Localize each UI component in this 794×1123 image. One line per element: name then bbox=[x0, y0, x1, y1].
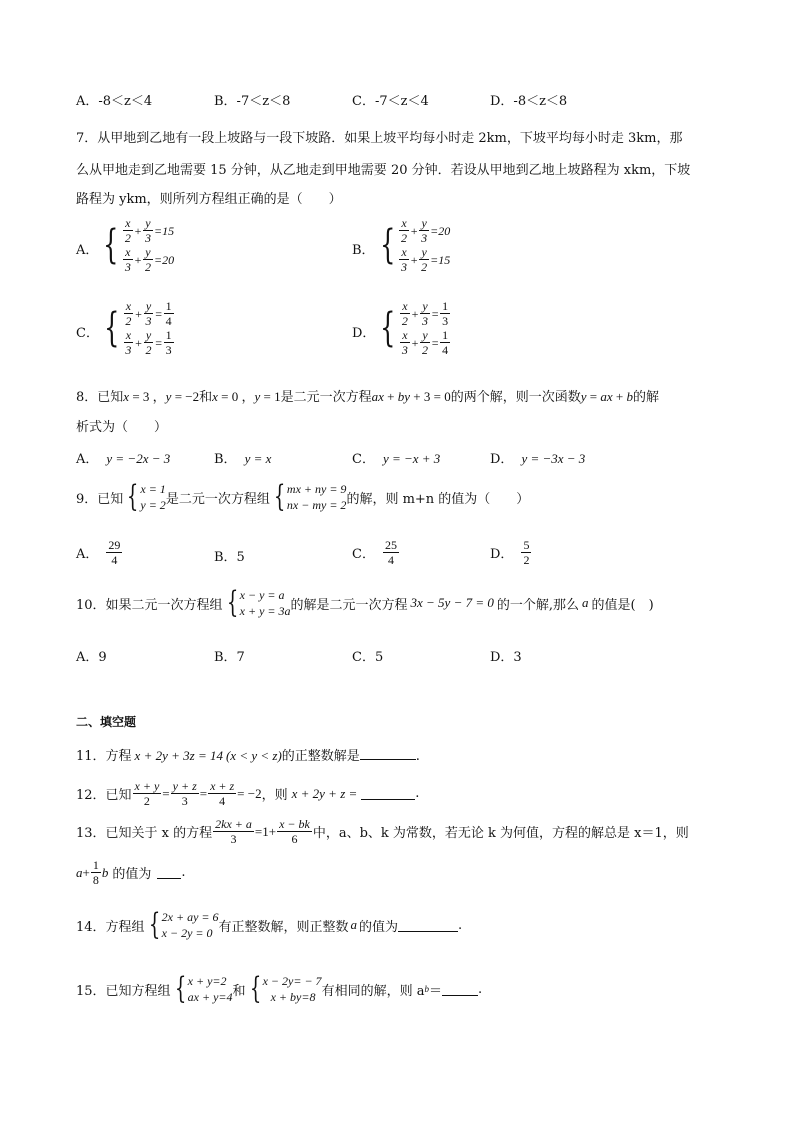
q7-line-1: 7．从甲地到乙地有一段上坡路与一段下坡路．如果上坡平均每小时走 2km，下坡平均每小时走 3km，那 bbox=[76, 131, 683, 146]
q9-mid: 是二元一次方程组 bbox=[165, 491, 270, 507]
brace-icon: { bbox=[380, 305, 396, 351]
q14-eq-2: x − 2y = 0 bbox=[161, 926, 213, 940]
q13-answer-blank[interactable] bbox=[157, 878, 181, 879]
q11-end: . bbox=[415, 749, 420, 764]
q7-option-c bbox=[76, 299, 175, 357]
q15-superscript: b bbox=[424, 984, 429, 994]
q8-option-c-expr: y = −x + 3 bbox=[382, 451, 441, 466]
q9-sol-1: x = 1 bbox=[140, 482, 166, 496]
q10-option-c: C．5 bbox=[352, 650, 384, 665]
q10-line: 10．如果二元一次方程组 { x − y = a x + y = 3a 的解是二元一次方程 3x − 5y − 7 = 0 的一个解,那么 a 的值是( ) bbox=[76, 585, 654, 620]
q11-post: 的正整数解是 bbox=[281, 749, 360, 764]
q15-pre: 15．已知方程组 bbox=[76, 983, 171, 999]
q8-post-1: 是二元一次方程 bbox=[280, 390, 372, 405]
q8-option-a-label: A． bbox=[76, 452, 99, 467]
q10-pre: 10．如果二元一次方程组 bbox=[76, 597, 223, 613]
q14-post: 有正整数解，则正整数 bbox=[218, 919, 349, 935]
q9-a-num: 29 bbox=[108, 538, 121, 552]
brace-icon: { bbox=[127, 479, 139, 514]
q10-post-2: 的一个解,那么 bbox=[496, 597, 580, 613]
q7-c-rhs-1-den: 4 bbox=[165, 314, 172, 328]
q8-option-d-expr: y = −3x − 3 bbox=[521, 451, 586, 466]
q7-b-rhs-2: 15 bbox=[438, 252, 451, 267]
q8-option-b-label: B． bbox=[214, 452, 237, 467]
q7-line-2: 么从甲地走到乙地需要 15 分钟，从乙地走到甲地需要 20 分钟．若设从甲地到乙地上坡路程为 xkm，下坡 bbox=[76, 163, 691, 178]
brace-icon: { bbox=[104, 305, 120, 351]
q14-line: 14．方程组 { 2x + ay = 6 x − 2y = 0 有正整数解，则正整数 a 的值为 . bbox=[76, 907, 463, 942]
q7-option-b-label: B． bbox=[352, 242, 375, 258]
q11-answer-blank[interactable] bbox=[360, 759, 416, 760]
q9-d-den: 2 bbox=[523, 553, 530, 567]
brace-icon: { bbox=[103, 222, 119, 268]
brace-icon: { bbox=[273, 479, 286, 514]
q7-option-d-label: D． bbox=[352, 325, 376, 341]
section-heading: 二、填空题 bbox=[76, 715, 137, 729]
q13-pre: 13．已知关于 x 的方程 bbox=[76, 826, 213, 841]
q9-eq-2: nx − my = 2 bbox=[286, 498, 347, 512]
q9-eq-1: mx + ny = 9 bbox=[286, 482, 347, 496]
q15-post-2: ＝ bbox=[428, 983, 442, 999]
q13-line-1: 13．已知关于 x 的方程 $\frac{2kx + a}{3}$ =1+ $\frac{x - bk}{6}$ 中，a、b、k 为常数，若无论 k 为何值，方程的解总是 x＝1，则 bbox=[76, 817, 689, 846]
q8-option-a-expr: y = −2x − 3 bbox=[106, 451, 171, 466]
q8-line-2: 析式为（ ） bbox=[76, 420, 168, 435]
q8-option-b-expr: y = x bbox=[244, 451, 272, 466]
q10-eq-1: x − y = a bbox=[239, 588, 285, 602]
q7-d-rhs-1-num: 1 bbox=[442, 299, 449, 313]
q9-option-b: B．5 bbox=[214, 550, 245, 565]
q15-mid: 和 bbox=[232, 983, 246, 999]
q7-option-c-system: { $\frac{x}{2}$ + $\frac{y}{3}$ = $\frac{1}{4}$ $\frac{x}{3}$ + $\frac{y}{2}$ = $\frac{1}{3}$ bbox=[104, 299, 172, 357]
q7-option-b bbox=[352, 216, 450, 274]
q7-c-rhs-2-den: 3 bbox=[165, 343, 172, 357]
q11-condition: (x < y < z) bbox=[225, 748, 282, 763]
q12-end: . bbox=[415, 786, 420, 801]
q7-option-a-system: { $\frac{x}{2}$ + $\frac{y}{3}$ = 15 $\frac{x}{3}$ + $\frac{y}{2}$ = 20 bbox=[103, 216, 175, 274]
q6-option-d: D．-8＜z＜8 bbox=[490, 94, 568, 109]
q7-a-rhs-1: 15 bbox=[162, 223, 175, 238]
q8-option-a bbox=[76, 448, 170, 467]
q12-answer-blank[interactable] bbox=[361, 799, 415, 800]
q9-line bbox=[76, 481, 529, 513]
q9-post: 的解，则 m+n 的值为（ ） bbox=[346, 491, 530, 507]
q9-d-num: 5 bbox=[523, 538, 530, 552]
brace-icon: { bbox=[226, 585, 238, 620]
q9-pre: 9．已知 bbox=[76, 491, 124, 507]
q9-option-c-label: C． bbox=[352, 547, 375, 562]
q7-line-3: 路程为 ykm，则所列方程组正确的是（ ） bbox=[76, 192, 342, 207]
q7-d-rhs-1-den: 3 bbox=[442, 314, 449, 328]
q14-pre: 14．方程组 bbox=[76, 919, 145, 935]
q7-d-rhs-2-num: 1 bbox=[442, 328, 449, 342]
q8-option-c-label: C． bbox=[352, 452, 375, 467]
q9-option-d bbox=[490, 538, 532, 567]
q7-option-a-label: A． bbox=[76, 242, 99, 258]
brace-icon: { bbox=[249, 971, 261, 1006]
q12-post: ，则 bbox=[261, 788, 288, 803]
q8-pre: 8．已知 bbox=[76, 390, 124, 405]
q13-line-2-post: 的值为 bbox=[112, 867, 152, 882]
q7-option-b-system: { $\frac{x}{2}$ + $\frac{y}{3}$ = 20 $\frac{x}{3}$ + $\frac{y}{2}$ = 15 bbox=[379, 216, 451, 274]
q11-equation: x + 2y + 3z = 14 bbox=[134, 748, 223, 763]
q8-post-2: 的两个解，则一次函数 bbox=[450, 390, 581, 405]
q8-option-b bbox=[214, 448, 271, 467]
q15-eq-2b: x + by=8 bbox=[270, 990, 316, 1004]
q9-c-den: 4 bbox=[387, 553, 394, 567]
q12-pre: 12．已知 bbox=[76, 788, 132, 803]
brace-icon: { bbox=[148, 907, 160, 942]
q10-eq-2: x + y = 3a bbox=[239, 604, 291, 618]
q8-mid: 和 bbox=[199, 390, 213, 405]
q15-eq-2a: x − 2y= − 7 bbox=[262, 974, 322, 988]
q13-end: . bbox=[181, 865, 186, 880]
q15-line bbox=[76, 973, 482, 1005]
q13-line-2: a + $\frac{1}{8}$ b 的值为 . bbox=[76, 858, 186, 887]
q10-equation: 3x − 5y − 7 = 0 bbox=[410, 595, 494, 610]
q8-line-1: 8．已知x = 3 ，y = −2和x = 0 ，y = 1是二元一次方程ax + by + 3 = 0的两个解，则一次函数y = ax + b的解 bbox=[76, 389, 659, 405]
q8-option-c bbox=[352, 448, 440, 467]
q10-post-3: 的值是( ) bbox=[591, 597, 654, 613]
q15-post: 有相同的解，则 a bbox=[321, 983, 425, 999]
q9-a-den: 4 bbox=[111, 553, 118, 567]
q7-d-rhs-2-den: 4 bbox=[442, 343, 449, 357]
q7-a-rhs-2: 20 bbox=[162, 252, 175, 267]
q15-eq-1a: x + y=2 bbox=[187, 974, 227, 988]
q9-option-c bbox=[352, 538, 400, 567]
q6-option-c: C．-7＜z＜4 bbox=[352, 94, 429, 109]
brace-icon: { bbox=[379, 222, 395, 268]
q9-sol-2: y = 2 bbox=[140, 498, 166, 512]
q7-option-d-system: { $\frac{x}{2}$ + $\frac{y}{3}$ = $\frac{1}{3}$ $\frac{x}{3}$ + $\frac{y}{2}$ = $\frac{1}{4}$ bbox=[380, 299, 449, 357]
brace-icon: { bbox=[174, 971, 186, 1006]
q11-line bbox=[76, 745, 420, 764]
q10-option-b: B．7 bbox=[214, 650, 245, 665]
q9-option-a bbox=[76, 538, 123, 567]
q7-c-rhs-1-num: 1 bbox=[165, 299, 172, 313]
q15-end: . bbox=[477, 981, 483, 997]
q13-post: 中，a、b、k 为常数，若无论 k 为何值，方程的解总是 x＝1，则 bbox=[312, 826, 689, 841]
q10-post-1: 的解是二元一次方程 bbox=[290, 597, 408, 613]
q15-answer-blank[interactable] bbox=[442, 995, 478, 996]
q7-option-a bbox=[76, 216, 174, 274]
q10-option-d: D．3 bbox=[490, 650, 522, 665]
q7-b-rhs-1: 20 bbox=[438, 223, 451, 238]
q14-answer-blank[interactable] bbox=[398, 931, 458, 932]
q12-expression: x + 2y + z = bbox=[291, 785, 358, 801]
q14-eq-1: 2x + ay = 6 bbox=[161, 910, 219, 924]
q11-pre: 11．方程 bbox=[76, 749, 132, 764]
q8-end: 的解 bbox=[632, 390, 659, 405]
q8-option-d bbox=[490, 448, 585, 467]
q7-c-rhs-2-num: 1 bbox=[165, 328, 172, 342]
q8-option-d-label: D． bbox=[490, 452, 514, 467]
q15-eq-1b: ax + y=4 bbox=[187, 990, 233, 1004]
q12-line: 12．已知 $\frac{x + y}{2}$ = $\frac{y + z}{3}$ = $\frac{x + z}{4}$ = −2 ，则 x + 2y + z = . bbox=[76, 779, 420, 808]
q9-option-d-label: D． bbox=[490, 547, 514, 562]
q6-option-a: A．-8＜z＜4 bbox=[76, 94, 153, 109]
q9-c-num: 25 bbox=[384, 538, 397, 552]
q9-option-a-label: A． bbox=[76, 547, 99, 562]
q14-end: . bbox=[458, 917, 463, 933]
q6-option-b: B．-7＜z＜8 bbox=[214, 94, 291, 109]
q14-post-2: 的值为 bbox=[359, 919, 399, 935]
q10-option-a: A．9 bbox=[76, 650, 107, 665]
q7-option-d bbox=[352, 299, 451, 357]
q7-option-c-label: C． bbox=[76, 325, 99, 341]
